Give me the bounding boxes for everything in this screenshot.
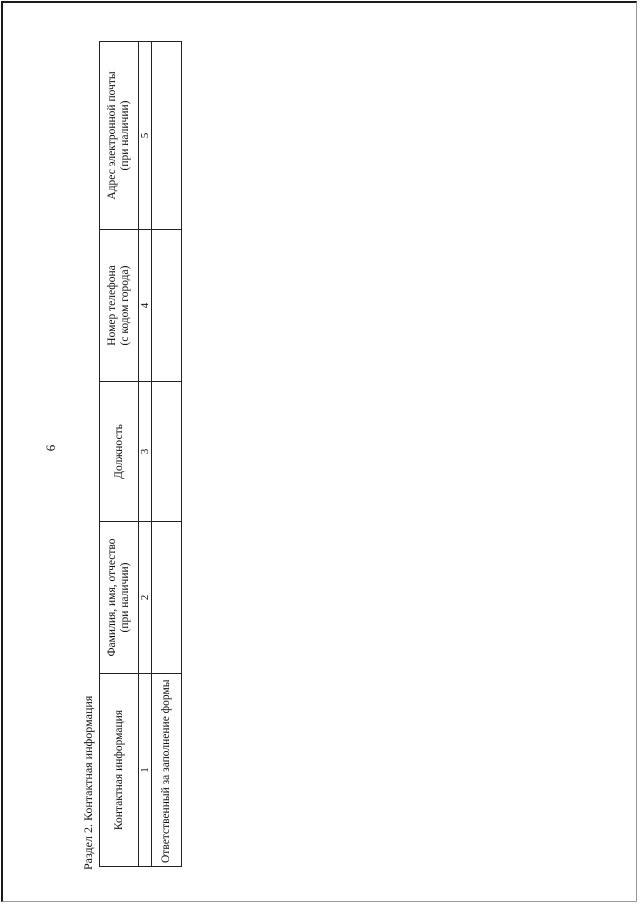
header-phone-line1: Номер телефона (106, 265, 118, 346)
header-phone-line2: (с кодом города) (119, 265, 131, 346)
header-email-line2: (при наличии) (119, 100, 131, 171)
cell-phone[interactable] (152, 230, 182, 382)
column-number: 1 (139, 674, 152, 867)
header-phone (100, 230, 139, 382)
column-number: 2 (139, 522, 152, 674)
cell-email[interactable] (152, 42, 182, 230)
cell-position[interactable] (152, 382, 182, 522)
header-email (100, 42, 139, 230)
section-title: Раздел 2. Контактная информация (81, 695, 95, 870)
table-row (152, 42, 182, 867)
cell-full-name[interactable] (152, 522, 182, 674)
header-contact-info (100, 674, 139, 867)
column-number: 3 (139, 382, 152, 522)
column-number: 5 (139, 42, 152, 230)
column-number: 4 (139, 230, 152, 382)
header-full-name (100, 522, 139, 674)
header-position (100, 382, 139, 522)
header-full-name-line1: Фамилия, имя, отчество (106, 538, 118, 657)
header-contact-info-line1: Контактная информация (112, 709, 125, 831)
header-email-line1: Адрес электронной почты (106, 71, 118, 200)
header-position-line1: Должность (112, 424, 125, 479)
header-full-name-line2: (при наличии) (119, 562, 131, 633)
contact-info-table (99, 41, 182, 867)
page-number: 6 (43, 444, 58, 452)
row-label-responsible: Ответственный за заполнение формы (152, 674, 182, 867)
table-header-row (100, 42, 139, 867)
rotated-content (78, 40, 174, 870)
column-number-row (139, 42, 152, 867)
